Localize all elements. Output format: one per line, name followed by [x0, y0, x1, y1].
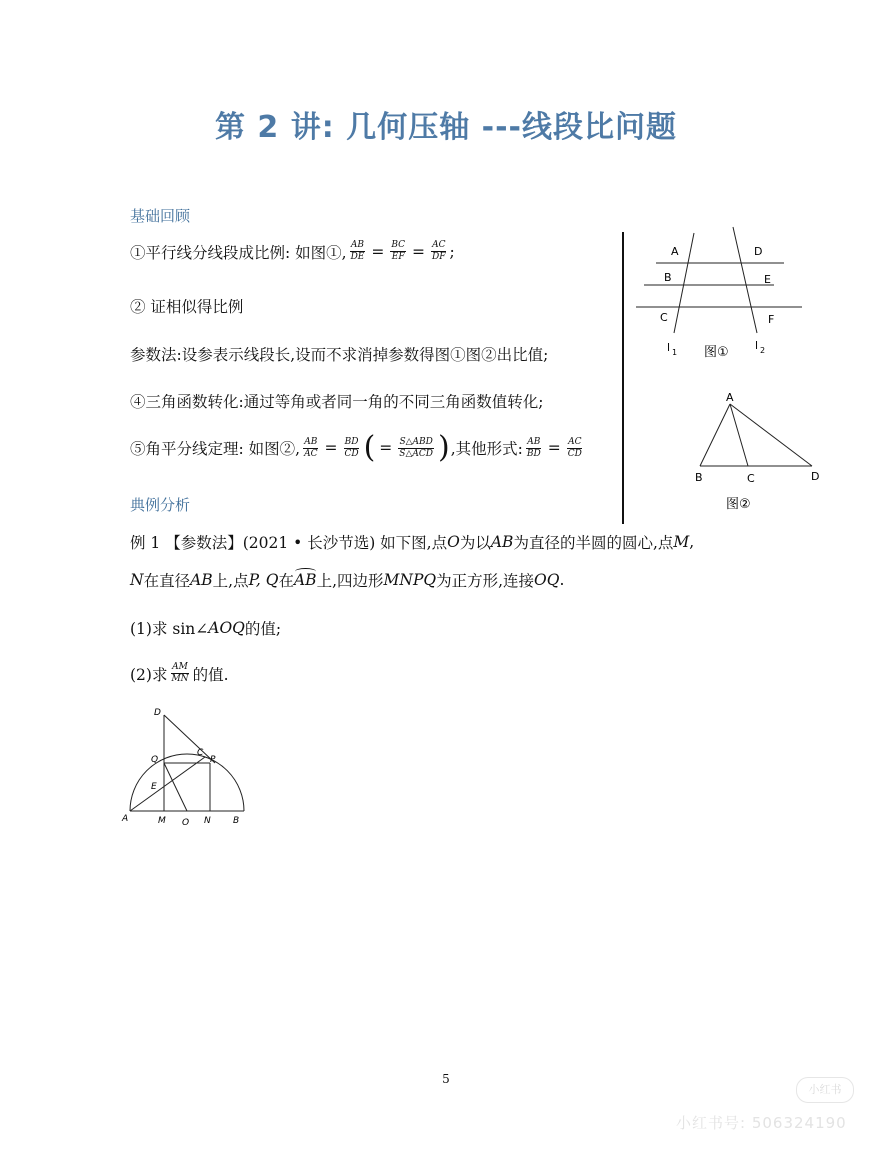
column-divider — [622, 232, 624, 524]
fig1-label-b: B — [664, 271, 672, 284]
example1-line1: 例 1 【参数法】(2021 • 长沙节选) 如下图,点 O 为以 AB 为直径的半圆的圆心,点 M , — [130, 533, 695, 552]
fig1-label-d: D — [754, 245, 763, 258]
page-number: 5 — [442, 1072, 450, 1086]
review-item-5: ⑤角平分线定理: 如图②, $\frac{AB}{AC}$ = $\frac{BD}{CD}$ ( = $\frac{\text{S△ABD}}{\text{S△ACD}}$ ) ,其他形式: $\frac{AB}{BD}$ = $\frac{AC}{CD}$ — [130, 430, 582, 465]
fig1-caption: 图① — [704, 345, 729, 360]
figure-1-parallel-lines — [636, 225, 808, 365]
fraction-ac-cd: $\frac{AC}{CD}$ — [567, 436, 582, 459]
watermark-text: 小红书号: 506324190 — [676, 1114, 847, 1132]
section-heading-examples: 典例分析 — [130, 496, 191, 514]
fig3-label-e: E — [151, 782, 157, 792]
fraction-ab-bd: $\frac{AB}{BD}$ — [526, 436, 541, 459]
fig1-label-e: E — [764, 273, 771, 286]
fig2-label-a: A — [726, 391, 734, 404]
fig1-label-c: C — [660, 311, 668, 324]
fig1-label-f: F — [768, 313, 775, 326]
review-item-4: ④三角函数转化:通过等角或者同一角的不同三角函数值转化; — [130, 393, 544, 411]
fig3-label-n: N — [204, 816, 211, 826]
fig3-label-q: Q — [151, 755, 159, 765]
fig3-label-c: C — [197, 748, 204, 758]
svg-text:1: 1 — [672, 348, 678, 357]
fraction-area-ratio: $\frac{\text{S△ABD}}{\text{S△ACD}}$ — [399, 436, 433, 459]
page-title: 第 2 讲: 几何压轴 ---线段比问题 — [214, 110, 677, 145]
fig3-label-p: P — [210, 755, 216, 765]
review-item-2: ② 证相似得比例 — [130, 298, 244, 316]
fraction-am-mn: $\frac{AM}{MN}$ — [171, 662, 189, 684]
fig3-label-b: B — [233, 816, 240, 826]
fig2-label-b: B — [695, 471, 703, 484]
fig1-label-a: A — [671, 245, 679, 258]
fraction-ac-df: $\frac{AC}{DF}$ — [432, 240, 446, 262]
item1-text: ①平行线分线段成比例: 如图①, — [130, 243, 347, 262]
fraction-bc-ef: $\frac{BC}{EF}$ — [391, 240, 406, 262]
fraction-bd-cd: $\frac{BD}{CD}$ — [344, 436, 359, 459]
fig1-label-l1: l — [667, 341, 671, 354]
section-heading-review: 基础回顾 — [130, 207, 191, 225]
fig2-caption: 图② — [726, 497, 751, 512]
fig3-label-o: O — [182, 818, 190, 828]
figure-2-triangle — [690, 390, 825, 516]
fig2-label-d: D — [811, 470, 820, 483]
example1-line2: N 在直径 AB 上,点 P, Q 在 AB 上,四边形 MNPQ 为正方形,连接 OQ . — [130, 571, 565, 590]
fig2-label-c: C — [747, 472, 755, 485]
example1-question-1: (1)求 sin∠ AOQ 的值; — [130, 619, 282, 638]
fig3-label-d: D — [154, 708, 161, 718]
fig3-label-a: A — [122, 814, 129, 824]
arc-ab: AB — [293, 571, 317, 589]
review-item-1: ①平行线分线段成比例: 如图①, $\frac{AB}{DE}$ = $\frac{BC}{EF}$ = $\frac{AC}{DF}$ ; — [130, 240, 455, 262]
fig3-label-m: M — [158, 816, 166, 826]
item5-text: ⑤角平分线定理: 如图②, — [130, 440, 301, 458]
example1-question-2: (2)求 $\frac{AM}{MN}$ 的值. — [130, 662, 229, 684]
fraction-ab-ac: $\frac{AB}{AC}$ — [304, 436, 318, 459]
review-item-3: 参数法:设参表示线段长,设而不求消掉参数得图①图②出比值; — [130, 346, 549, 364]
fig1-label-l2: l — [755, 339, 759, 352]
svg-text:2: 2 — [760, 346, 766, 355]
fraction-ab-de: $\frac{AB}{DE}$ — [350, 240, 365, 262]
figure-example-1-semicircle — [118, 700, 258, 830]
watermark-logo: 小红书 — [796, 1077, 854, 1103]
